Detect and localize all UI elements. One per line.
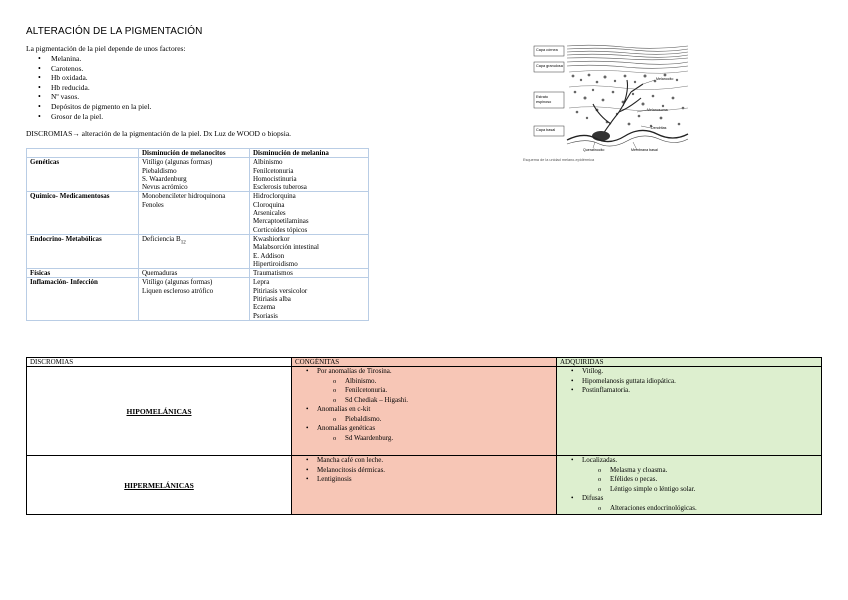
header-discromias: DISCROMIAS xyxy=(27,358,292,367)
melanocitos-item: Vitíligo (algunas formas) xyxy=(142,158,213,167)
factor-item: • Hb reducida. xyxy=(38,83,151,93)
discromia-type: HIPERMELÁNICAS xyxy=(27,456,292,515)
sub-list xyxy=(582,504,818,514)
header-congenitas: CONGÉNITAS xyxy=(292,358,557,367)
bullet-item xyxy=(317,405,553,424)
header-melanina: Disminución de melanina xyxy=(250,149,369,158)
melanina-item: Malabsorción intestinal xyxy=(253,243,319,252)
header-empty xyxy=(27,149,139,158)
factor-item: • Grosor de la piel. xyxy=(38,112,151,122)
discromias-lead: DISCROMIAS xyxy=(26,129,73,138)
melanina-item: Corticoides tópicos xyxy=(253,225,308,234)
bullet-item-text: Hipomelanosis guttata idiopática. xyxy=(582,376,676,385)
melanina-item: Lepra xyxy=(253,278,270,287)
bullet-list xyxy=(295,367,553,443)
bullet-item-text: Anomalías en c-kit xyxy=(317,405,371,413)
bullet-item-text: Vitílog. xyxy=(582,367,604,375)
sub-item: o Sd Waardenburg. xyxy=(345,434,553,444)
discromias-table-header xyxy=(27,358,822,367)
discromias-rest: alteración de la pigmentación de la piel. Dx Luz de WOOD o biopsia. xyxy=(79,129,292,138)
melanina-item: Fenilcetonuria xyxy=(253,166,294,175)
bullet-item xyxy=(317,475,553,485)
melanina-item: Psoriasis xyxy=(253,311,278,320)
melanina-item: Cloroquina xyxy=(253,200,285,209)
congenitas-cell xyxy=(292,456,557,515)
melanocitos-item: Vitíligo (algunas formas) xyxy=(142,278,213,287)
melanina-cell xyxy=(250,234,369,268)
bullet-item-text: Anomalías genéticas xyxy=(317,424,376,432)
sub-list xyxy=(317,415,553,425)
page-title: ALTERACIÓN DE LA PIGMENTACIÓN xyxy=(26,26,203,37)
melanocitos-item: S. Waardenburg xyxy=(142,174,187,183)
melanocitos-item: Liquen escleroso atrófico xyxy=(142,286,214,295)
melanina-cell xyxy=(250,158,369,192)
fig-label-queratinocito: Queratinocito xyxy=(583,148,605,152)
melanocitos-item-sub: 12 xyxy=(180,240,186,246)
fig-label-dendritas: Dendritas xyxy=(651,126,667,130)
bullet-item xyxy=(582,386,818,396)
adquiridas-cell xyxy=(557,367,822,456)
bullet-item-text: Difusas xyxy=(582,494,604,502)
fig-label-granulosa: Capa granulosa xyxy=(536,64,563,68)
melanina-item: Hipertiroidismo xyxy=(253,259,298,268)
sub-item: o Sd Chediak – Higashi. xyxy=(345,396,553,406)
melanocitos-item: Monobencileter hidroquinona xyxy=(142,192,226,201)
bullet-item xyxy=(582,367,818,377)
factor-item: • Melanina. xyxy=(38,54,151,64)
melanina-item: Pitiriasis alba xyxy=(253,295,291,304)
causes-table-row xyxy=(27,234,369,268)
melanocitos-cell xyxy=(139,269,250,278)
melanina-item: Eczema xyxy=(253,303,276,312)
fig-label-melanosoma: Melanosoma xyxy=(647,108,668,112)
sub-item: o Fenilcetonuria. xyxy=(345,386,553,396)
melanina-item: Traumatismos xyxy=(253,269,293,278)
melanina-item: Pitiriasis versicolor xyxy=(253,286,308,295)
fig-label-espinoso: Estrato espinoso xyxy=(536,95,552,104)
cause-category: Endocrino- Metabólicas xyxy=(27,234,139,268)
congenitas-cell xyxy=(292,367,557,456)
melanina-item: Kwashiorkor xyxy=(253,234,290,243)
discromias-row xyxy=(27,367,822,456)
bullet-list xyxy=(560,367,818,396)
melanocitos-item: Fenoles xyxy=(142,200,164,209)
figure-caption: Esquema de la unidad melano-epidérmica xyxy=(523,158,595,162)
causes-table-row xyxy=(27,269,369,278)
melanocitos-item xyxy=(142,235,246,248)
bullet-item-text: Localizadas. xyxy=(582,456,618,464)
melanina-cell xyxy=(250,269,369,278)
melanina-item: Esclerosis tuberosa xyxy=(253,183,307,192)
bullet-list xyxy=(295,456,553,485)
bullet-item xyxy=(317,466,553,476)
discromias-definition xyxy=(26,129,291,138)
bullet-item-text: Mancha café con leche. xyxy=(317,456,384,464)
discromia-type: HIPOMELÁNICAS xyxy=(27,367,292,456)
sub-item: o Efélides o pecas. xyxy=(610,475,818,485)
bullet-list xyxy=(560,456,818,513)
cause-category: Químico- Medicamentosas xyxy=(27,192,139,234)
melanocitos-cell xyxy=(139,278,250,320)
bullet-item-text: Por anomalías de Tirosina. xyxy=(317,367,392,375)
factor-item: • Depósitos de pigmento en la piel. xyxy=(38,102,151,112)
sub-item: o Albinismo. xyxy=(345,377,553,387)
sub-item: o Alteraciones endocrinológicas. xyxy=(610,504,818,514)
bullet-item xyxy=(317,456,553,466)
header-melanocitos: Disminución de melanocitos xyxy=(139,149,250,158)
skin-diagram xyxy=(533,42,689,154)
melanina-item: Hidroclorquina xyxy=(253,192,296,201)
causes-table-row xyxy=(27,278,369,320)
bullet-item xyxy=(582,377,818,387)
melanina-item: Homocistinuria xyxy=(253,174,297,183)
causes-table-row xyxy=(27,192,369,234)
causes-table-header xyxy=(27,149,369,158)
sub-list xyxy=(317,377,553,406)
causes-table-row xyxy=(27,158,369,192)
causes-table xyxy=(26,148,369,321)
melanocitos-item: Piebaldismo xyxy=(142,166,177,175)
melanina-item: Arsenicales xyxy=(253,209,286,218)
bullet-item xyxy=(317,424,553,443)
melanocitos-item: Quemaduras xyxy=(142,269,178,278)
sub-item: o Piebaldismo. xyxy=(345,415,553,425)
sub-item: o Léntigo simple o léntigo solar. xyxy=(610,485,818,495)
melanocitos-item: Nevus acrómico xyxy=(142,183,188,192)
discromias-table xyxy=(26,357,822,515)
melanocitos-cell xyxy=(139,158,250,192)
bullet-item xyxy=(582,456,818,494)
bullet-item-text: Lentiginosis xyxy=(317,475,352,483)
factor-item: • Nº vasos. xyxy=(38,92,151,102)
intro-text: La pigmentación de la piel depende de unos factores: xyxy=(26,44,186,53)
melanina-item: E. Addison xyxy=(253,251,285,260)
bullet-item xyxy=(582,494,818,513)
bullet-item-text: Melanocitosis dérmicas. xyxy=(317,465,386,474)
arrow-icon: → xyxy=(72,129,80,138)
fig-label-basal: Capa basal xyxy=(536,128,556,132)
discromias-row xyxy=(27,456,822,515)
melanocitos-cell xyxy=(139,192,250,234)
factor-item: • Carotenos. xyxy=(38,64,151,74)
fig-label-cornea: Capa córnea xyxy=(536,48,558,52)
melanina-item: Mercaptoetilaminas xyxy=(253,217,309,226)
cause-category: Inflamación- Infección xyxy=(27,278,139,320)
cause-category: Genéticas xyxy=(27,158,139,192)
melanina-cell xyxy=(250,278,369,320)
bullet-item-text: Postinflamatoria. xyxy=(582,386,631,394)
factors-list xyxy=(38,54,151,121)
factor-item: • Hb oxidada. xyxy=(38,73,151,83)
header-adquiridas: ADQUIRIDAS xyxy=(557,358,822,367)
melanocitos-cell xyxy=(139,234,250,268)
melanina-item: Albinismo xyxy=(253,158,283,167)
melanocitos-item-main: Deficiencia B xyxy=(142,234,181,243)
fig-label-membrana: Membrana basal xyxy=(631,148,658,152)
cause-category: Físicas xyxy=(27,269,139,278)
melanina-cell xyxy=(250,192,369,234)
fig-label-melanocito: Melanocito xyxy=(656,77,674,81)
bullet-item xyxy=(317,367,553,405)
sub-item: o Melasma y cloasma. xyxy=(610,466,818,476)
adquiridas-cell xyxy=(557,456,822,515)
sub-list xyxy=(582,466,818,495)
sub-list xyxy=(317,434,553,444)
